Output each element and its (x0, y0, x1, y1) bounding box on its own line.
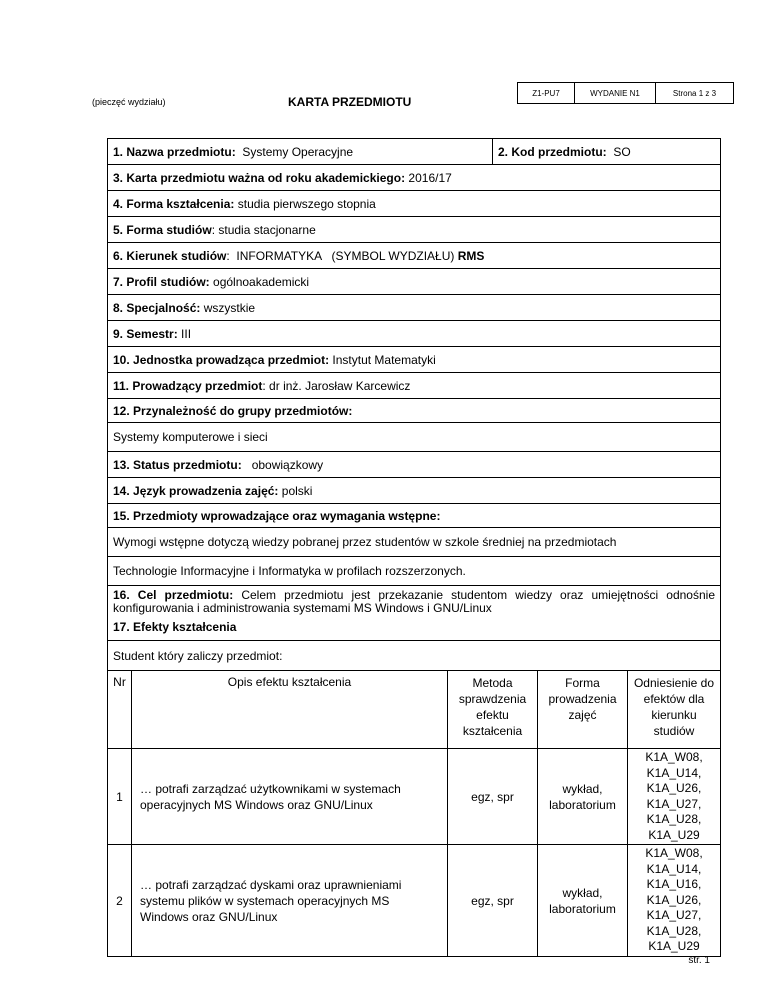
field-of-study-value: : INFORMATYKA (SYMBOL WYDZIAŁU) (226, 248, 455, 263)
row2-description: … potrafi zarządzać dyskami oraz uprawnieniami systemu plików w systemach operacyjnych MS Windows oraz GNU/Linux (132, 845, 448, 956)
education-form-label: 4. Forma kształcenia: (113, 196, 235, 211)
row-unit (108, 347, 720, 373)
page-title: KARTA PRZEDMIOTU (288, 95, 412, 109)
row-outcomes-intro (108, 641, 720, 671)
valid-year-label: 3. Karta przedmiotu ważna od roku akademickiego: (113, 170, 406, 185)
outcomes-intro: Student który zaliczy przedmiot: (113, 648, 283, 663)
language-label: 14. Język prowadzenia zajęć: (113, 483, 279, 498)
course-code-value: SO (613, 144, 631, 159)
header-form: Forma prowadzenia zajęć (538, 671, 628, 748)
row1-form: wykład, laboratorium (538, 749, 628, 844)
header-nr: Nr (108, 671, 132, 748)
prerequisites-line1: Wymogi wstępne dotyczą wiedzy pobranej przez studentów w szkole średniej na przedmiotach (113, 535, 617, 549)
edition-label: WYDANIE N1 (575, 83, 656, 103)
row-profile (108, 269, 720, 295)
faculty-symbol: RMS (457, 248, 485, 263)
row2-reference: K1A_W08, K1A_U14, K1A_U16, K1A_U26, K1A_U27, K1A_U28, K1A_U29 (645, 846, 703, 953)
outcomes-table-header (108, 671, 720, 749)
lecturer-label: 11. Prowadzący przedmiot (113, 378, 263, 393)
status-label: 13. Status przedmiotu: (113, 457, 242, 472)
row-semester (108, 321, 720, 347)
row-status (108, 452, 720, 478)
row-valid-year (108, 165, 720, 191)
row-course-name (108, 139, 720, 165)
faculty-stamp-label: (pieczęć wydziału) (92, 97, 166, 107)
semester-label: 9. Semestr: (113, 326, 178, 341)
profile-label: 7. Profil studiów: (113, 274, 210, 289)
page-indicator: Strona 1 z 3 (672, 88, 717, 98)
course-name-value: Systemy Operacyjne (242, 144, 354, 159)
row-prerequisites-label (108, 504, 720, 528)
unit-label: 10. Jednostka prowadząca przedmiot: (113, 352, 330, 367)
study-form-value: : studia stacjonarne (211, 222, 316, 237)
row1-description: … potrafi zarządzać użytkownikami w systemach operacyjnych MS Windows oraz GNU/Linux (132, 749, 448, 844)
row-prerequisites-line1 (108, 528, 720, 557)
row2-form: wykład, laboratorium (538, 845, 628, 956)
objective-value: Celem przedmiotu jest przekazanie studentom wiedzy oraz umiejętności odnośnie konfigurowania i administrowania systemami MS Windows i GNU/Linux (113, 588, 715, 615)
objective-label: 16. Cel przedmiotu: (113, 588, 234, 602)
row-group-label (108, 399, 720, 423)
course-card-form (107, 138, 721, 957)
education-form-value: studia pierwszego stopnia (237, 196, 376, 211)
lecturer-value: : dr inż. Jarosław Karcewicz (262, 378, 411, 393)
row-objective (108, 586, 720, 619)
document-header-box (517, 82, 734, 104)
row-education-form (108, 191, 720, 217)
row-specialty (108, 295, 720, 321)
header-method: Metoda sprawdzenia efektu kształcenia (448, 671, 538, 748)
status-value: obowiązkowy (251, 457, 324, 472)
study-form-label: 5. Forma studiów (113, 222, 212, 237)
prerequisites-label: 15. Przedmioty wprowadzające oraz wymagania wstępne: (113, 508, 441, 523)
specialty-value: wszystkie (203, 300, 256, 315)
prerequisites-line2: Technologie Informacyjne i Informatyka w profilach rozszerzonych. (113, 564, 466, 578)
row1-reference: K1A_W08, K1A_U14, K1A_U26, K1A_U27, K1A_U28, K1A_U29 (645, 750, 703, 842)
row-lecturer (108, 373, 720, 399)
row-prerequisites-line2 (108, 557, 720, 586)
table-row (108, 749, 720, 845)
row-group-value (108, 423, 720, 452)
valid-year-value: 2016/17 (408, 170, 452, 185)
header-description: Opis efektu kształcenia (132, 671, 448, 748)
language-value: polski (281, 483, 313, 498)
profile-value: ogólnoakademicki (213, 274, 310, 289)
group-value: Systemy komputerowe i sieci (113, 430, 268, 444)
field-of-study-label: 6. Kierunek studiów (113, 248, 227, 263)
table-row (108, 845, 720, 957)
specialty-label: 8. Specjalność: (113, 300, 201, 315)
semester-value: III (181, 326, 192, 341)
learning-outcomes-label: 17. Efekty kształcenia (113, 620, 237, 634)
course-code-label: 2. Kod przedmiotu: (498, 144, 607, 159)
course-name-label: 1. Nazwa przedmiotu: (113, 144, 236, 159)
header-reference: Odniesienie do efektów dla kierunku studiów (633, 676, 715, 738)
unit-value: Instytut Matematyki (332, 352, 436, 367)
row-learning-outcomes (108, 619, 720, 641)
row2-method: egz, spr (448, 845, 538, 956)
row-language (108, 478, 720, 504)
row2-nr: 2 (108, 845, 132, 956)
page-number: str. 1 (688, 955, 710, 966)
row-study-form (108, 217, 720, 243)
row-field-of-study (108, 243, 720, 269)
group-label: 12. Przynależność do grupy przedmiotów: (113, 403, 353, 418)
row1-method: egz, spr (448, 749, 538, 844)
document-code: Z1-PU7 (518, 83, 575, 103)
row1-nr: 1 (108, 749, 132, 844)
